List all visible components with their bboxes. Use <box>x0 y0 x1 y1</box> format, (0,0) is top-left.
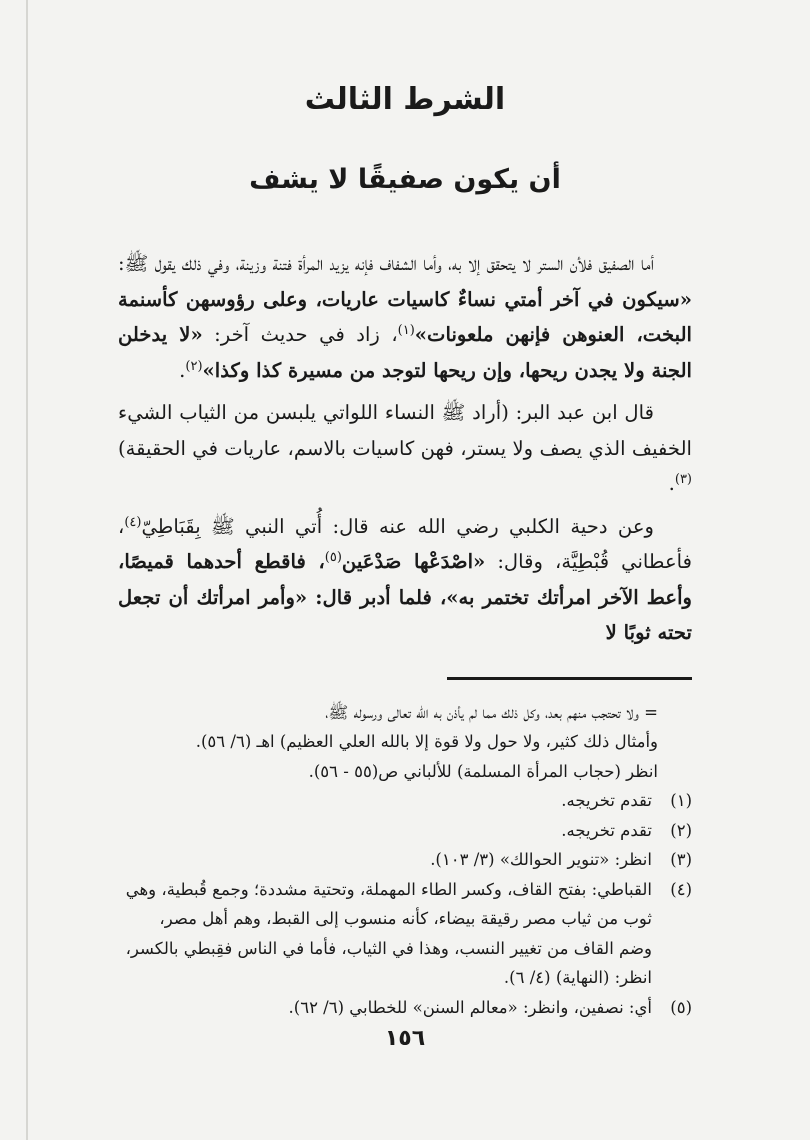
footnote-number: (٣) <box>670 850 692 869</box>
hadith-3-cont: ، فاقطع أحدهما قميصًا، وأعط الآخر امرأتك تختمر به»، فلما أدبر قال: «وأمر امرأتك أن تجعل تحته ثوبًا لا <box>118 550 692 644</box>
footnote-number: (٥) <box>670 997 692 1017</box>
footnote-separator <box>447 677 692 680</box>
footnote-3 <box>118 845 692 875</box>
hadith-1: «سيكون في آخر أمتي نساءٌ كاسيات عاريات، وعلى رؤوسهن كأسنمة البخت، العنوهن فإنهن ملعونات» <box>118 287 693 346</box>
page-edge-shadow <box>26 0 28 1140</box>
footnote-ref-5[interactable]: (٥) <box>324 550 342 565</box>
footnote-text: القباطي: بفتح القاف، وكسر الطاء المهملة، وتحتية مشددة؛ وجمع قُبطية، وهي <box>125 879 652 899</box>
footnote-number: (١) <box>670 791 692 810</box>
footnote-text: تقدم تخريجه. <box>561 820 652 840</box>
paragraph-1-intro: أما الصفيق فلأن الستر لا يتحقق إلا به، وأما الشفاف فإنه يزيد المرأة فتنة وزينة، وفي ذلك يقول ﷺ: <box>118 252 654 275</box>
footnote-number: (٢) <box>670 820 692 840</box>
continuation-line: = ولا تحتجب منهم بعد، وكل ذلك مما لم يأذن به الله تعالى ورسوله ﷺ، <box>325 702 658 722</box>
paragraph-3-mid: ، فأعطاني قُبْطِيَّة، وقال: <box>118 514 692 573</box>
paragraph-1 <box>118 246 692 388</box>
chapter-subtitle: أن يكون صفيقًا لا يشف <box>249 164 561 195</box>
footnote-continuation <box>118 698 692 787</box>
footnote-4 <box>118 875 692 993</box>
paragraph-3 <box>118 509 692 651</box>
continuation-line: وأمثال ذلك كثير، ولا حول ولا قوة إلا بالله العلي العظيم) اهـ (٦/ ٥٦). <box>195 732 658 751</box>
hadith-2: «لا يدخلن الجنة ولا يجدن ريحها، وإن ريحها لتوجد من مسيرة كذا وكذا» <box>118 323 692 382</box>
paragraph-1-link: ، زاد في حديث آخر: <box>202 323 398 346</box>
paragraph-2-end: . <box>668 472 675 495</box>
footnote-1 <box>118 786 692 816</box>
footnote-2 <box>118 816 692 846</box>
footnote-text: انظر: «تنوير الحوالك» (٣/ ١٠٣). <box>430 850 652 869</box>
paragraph-3-intro: وعن دحية الكلبي رضي الله عنه قال: أُتي النبي ﷺ بِقَبَاطِيّ <box>141 514 654 538</box>
footnote-ref-4[interactable]: (٤) <box>124 514 142 530</box>
main-text <box>118 246 692 651</box>
footnote-ref-2[interactable]: (٢) <box>185 358 203 374</box>
paragraph-1-end: . <box>179 358 186 382</box>
paragraph-2-text: قال ابن عبد البر: (أراد ﷺ النساء اللواتي يلبسن من الثياب الشيء الخفيف الذي يصف ولا يستر، فهن كاسيات بالاسم، عاريات في الحقيقة) <box>118 401 692 460</box>
footnote-ref-1[interactable]: (١) <box>397 323 415 338</box>
footnote-5 <box>118 993 692 1023</box>
paragraph-2 <box>118 395 692 502</box>
footnote-text: وضم القاف من تغيير النسب، وهذا في الثياب، فأما في الناس فقِبطي بالكسر، <box>125 938 652 958</box>
footnote-number: (٤) <box>670 879 692 899</box>
footnote-text: أي: نصفين، وانظر: «معالم السنن» للخطابي (٦/ ٦٢). <box>288 997 652 1017</box>
footnote-text: تقدم تخريجه. <box>561 791 652 810</box>
footnote-ref-3[interactable]: (٣) <box>674 472 692 487</box>
page-number: ١٥٦ <box>384 1026 426 1051</box>
footnote-text: انظر: (النهاية) (٤/ ٦). <box>503 968 652 987</box>
hadith-3: «اصْدَعْها صَدْعَين <box>341 550 486 573</box>
continuation-line: انظر (حجاب المرأة المسلمة) للألباني ص(٥٥ - ٥٦). <box>308 761 658 781</box>
footnotes <box>118 698 692 1023</box>
footnote-text: ثوب من ثياب مصر رقيقة بيضاء، كأنه منسوب إلى القبط، وهم أهل مصر، <box>159 909 652 928</box>
chapter-title: الشرط الثالث <box>304 82 506 117</box>
